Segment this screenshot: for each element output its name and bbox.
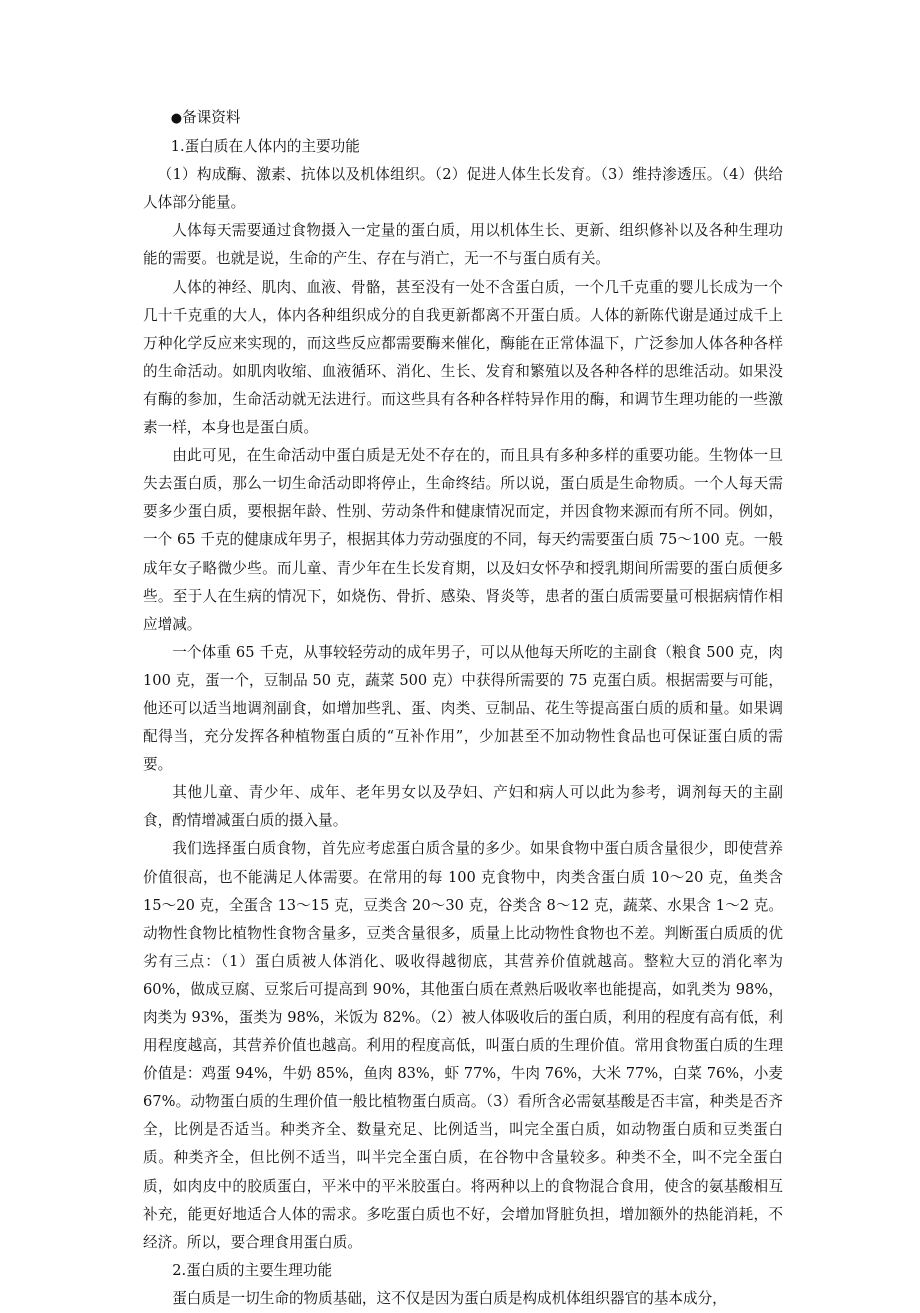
paragraph: 一个体重 65 千克，从事较轻劳动的成年男子，可以从他每天所吃的主副食（粮食 500 克，肉 100 克，蛋一个，豆制品 50 克，蔬菜 500 克）中获得所需要的 75 克蛋白质。根据需要与可能，他还可以适当地调剂副食，如增加些乳、蛋、肉类、豆制品、花生等提高蛋白质的质和量。如果调配得当，充分发挥各种植物蛋白质的“互补作用”，少加甚至不加动物性食品也可保证蛋白质的需要。 xyxy=(143,643,783,774)
document-page xyxy=(143,104,783,1313)
paragraph: 我们选择蛋白质食物，首先应考虑蛋白质含量的多少。如果食物中蛋白质含量很少，即使营养价值很高，也不能满足人体需要。在常用的每 100 克食物中，肉类含蛋白质 10～20 克，鱼类含 15～20 克，全蛋含 13～15 克，豆类含 20～30 克，谷类含 8～12 克，蔬菜、水果含 1～2 克。动物性食物比植物性食物含量多，豆类含量很多，质量上比动物性食物也不差。判断蛋白质质的优劣有三点：（1）蛋白质被人体消化、吸收得越彻底，其营养价值就越高。整粒大豆的消化率为 60%，做成豆腐、豆浆后可提高到 90%，其他蛋白质在煮熟后吸收率也能提高，如乳类为 98%，肉类为 93%，蛋类为 98%，米饭为 82%。（2）被人体吸收后的蛋白质，利用的程度有高有低，利用程度越高，其营养价值也越高。利用的程度高低，叫蛋白质的生理价值。常用食物蛋白质的生理价值是：鸡蛋 94%，牛奶 85%，鱼肉 83%，虾 77%，牛肉 76%，大米 77%，白菜 76%，小麦 67%。动物蛋白质的生理价值一般比植物蛋白质高。（3）看所含必需氨基酸是否丰富，种类是否齐全，比例是否适当。种类齐全、数量充足、比例适当，叫完全蛋白质，如动物蛋白质和豆类蛋白质。种类齐全，但比例不适当，叫半完全蛋白质，在谷物中含量较多。种类不全，叫不完全蛋白质，如肉皮中的胶质蛋白，平米中的平米胶蛋白。将两种以上的食物混合食用，使含的氨基酸相互补充，能更好地适合人体的需求。多吃蛋白质也不好，会增加肾脏负担，增加额外的热能消耗，不经济。所以，要合理食用蛋白质。 xyxy=(143,840,783,1251)
heading-2: 2.蛋白质的主要生理功能 xyxy=(172,1261,333,1279)
paragraph: 人体每天需要通过食物摄入一定量的蛋白质，用以机体生长、更新、组织修补以及各种生理功能的需要。也就是说，生命的产生、存在与消亡，无一不与蛋白质有关。 xyxy=(143,222,783,268)
heading-1: 1.蛋白质在人体内的主要功能 xyxy=(170,138,360,156)
paragraph: 其他儿童、青少年、成年、老年男女以及孕妇、产妇和病人可以此为参考，调剂每天的主副食，酌情增减蛋白质的摄入量。 xyxy=(143,784,783,830)
paragraph: 人体的神经、肌肉、血液、骨骼，甚至没有一处不含蛋白质，一个几千克重的婴儿长成为一个几十千克重的大人，体内各种组织成分的自我更新都离不开蛋白质。人体的新陈代谢是通过成千上万种化学反应来实现的，而这些反应都需要酶来催化，酶能在正常体温下，广泛参加人体各种各样的生命活动。如肌肉收缩、血液循环、消化、生长、发育和繁殖以及各种各样的思维活动。如果没有酶的参加，生命活动就无法进行。而这些具有各种各样特异作用的酶，和调节生理功能的一些激素一样，本身也是蛋白质。 xyxy=(143,278,783,437)
section-label xyxy=(143,104,783,133)
paragraph: 由此可见，在生命活动中蛋白质是无处不存在的，而且具有多种多样的重要功能。生物体一旦失去蛋白质，那么一切生命活动即将停止，生命终结。所以说，蛋白质是生命物质。一个人每天需要多少蛋白质，要根据年龄、性别、劳动条件和健康情况而定，并因食物来源而有所不同。例如，一个 65 千克的健康成年男子，根据其体力劳动强度的不同，每天约需要蛋白质 75～100 克。一般成年女子略微少些。而儿童、青少年在生长发育期，以及妇女怀孕和授乳期间所需要的蛋白质便多些。至于人在生病的情况下，如烧伤、骨折、感染、肾炎等，患者的蛋白质需要量可根据病情作相应增减。 xyxy=(143,447,783,633)
bullet-icon: ● xyxy=(170,111,183,126)
paragraph-functions-list: （1）构成酶、激素、抗体以及机体组织。（2）促进人体生长发育。（3）维持渗透压。（4）供给人体部分能量。 xyxy=(143,166,783,212)
paragraph: 蛋白质是一切生命的物质基础，这不仅是因为蛋白质是构成机体组织器官的基本成分， xyxy=(172,1289,727,1307)
section-label-text: 备课资料 xyxy=(182,109,241,126)
